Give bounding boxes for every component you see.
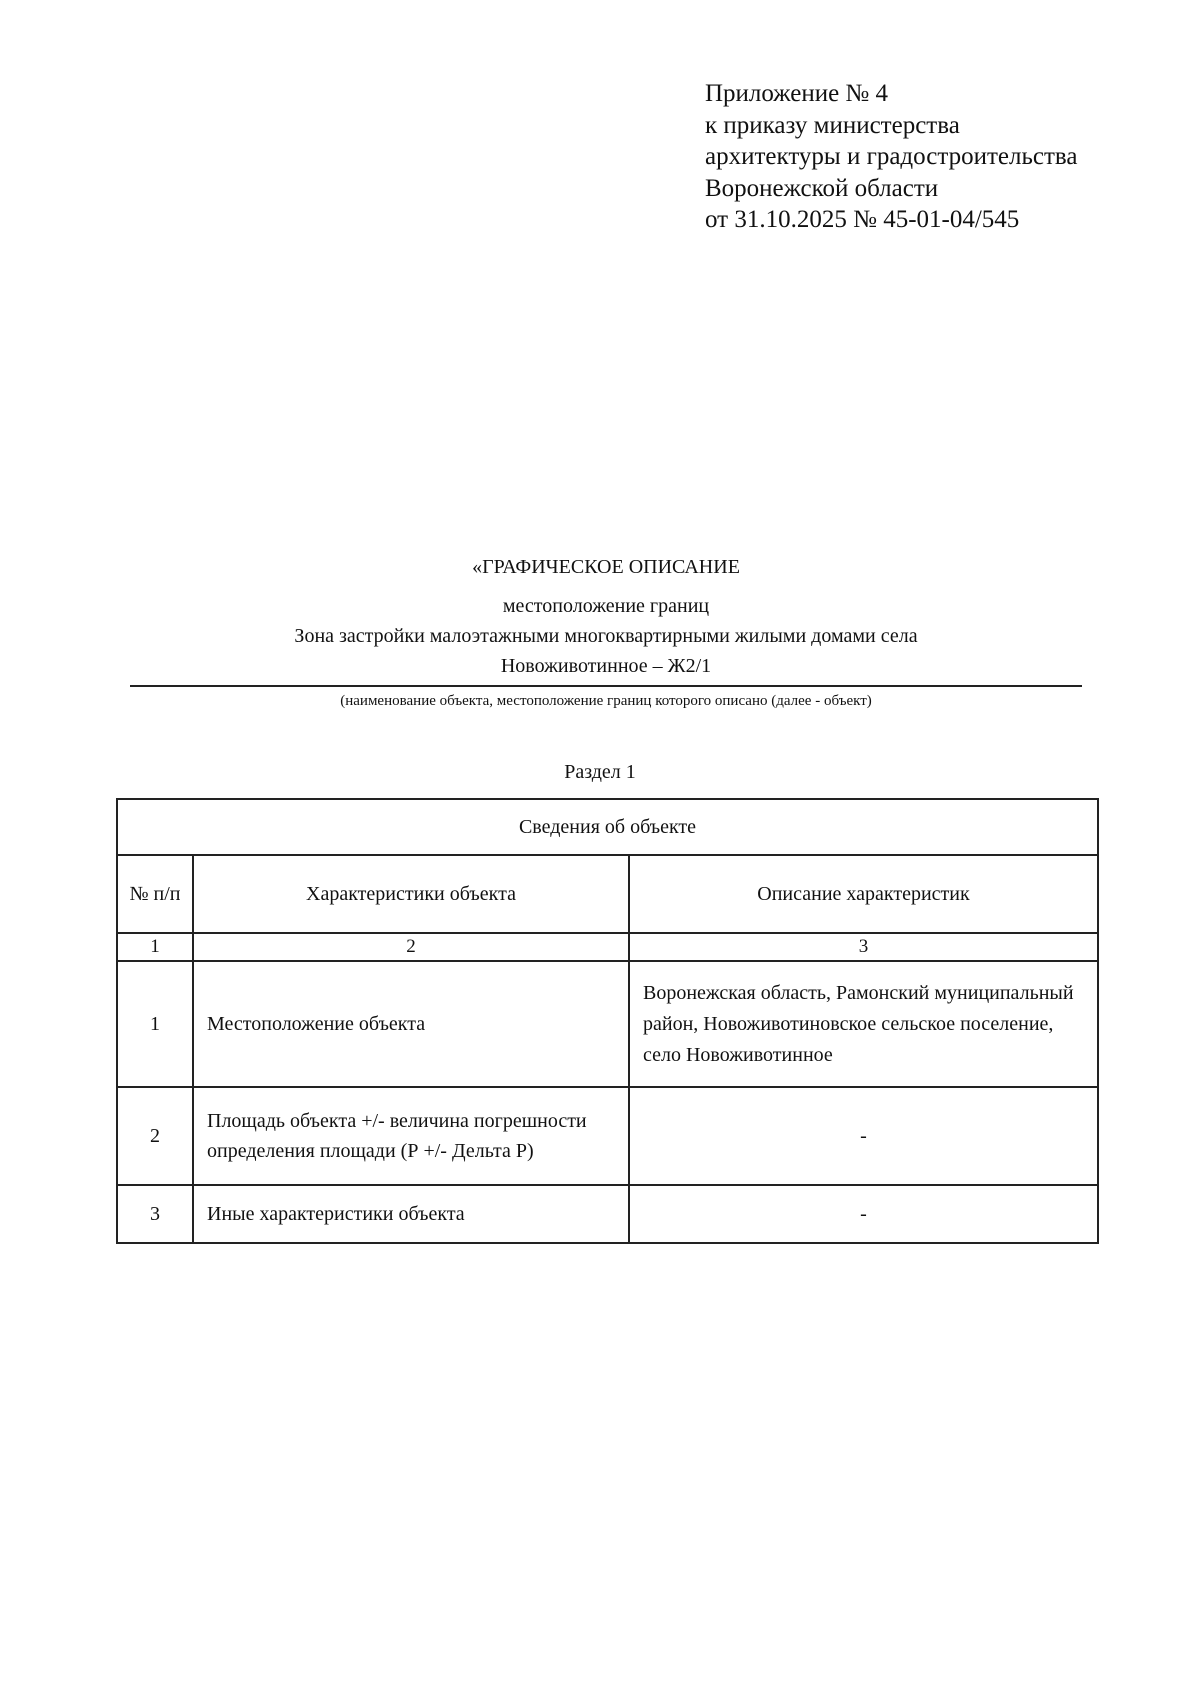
subtitle-line: местоположение границ (502, 595, 710, 617)
row-number: 2 (117, 1087, 193, 1185)
object-caption: (наименование объекта, местоположение границ которого описано (далее - объект) (340, 693, 872, 709)
column-number-row (117, 933, 1098, 961)
header-characteristics: Характеристики объекта (193, 855, 629, 933)
column-number: 2 (193, 933, 629, 961)
column-number: 3 (629, 933, 1098, 961)
appendix-block (705, 78, 1077, 236)
row-number: 1 (117, 961, 193, 1087)
table-title-row (117, 799, 1098, 855)
row-characteristic: Местоположение объекта (193, 961, 629, 1087)
row-characteristic: Иные характеристики объекта (193, 1185, 629, 1243)
header-num: № п/п (117, 855, 193, 933)
appendix-line: Воронежской области (705, 174, 939, 202)
appendix-line: от 31.10.2025 № 45-01-04/545 (705, 206, 1020, 233)
table-row (117, 961, 1098, 1087)
section-label: Раздел 1 (564, 761, 636, 783)
row-description: Воронежская область, Рамонский муниципальный район, Новоживотиновское сельское поселение, село Новоживотинное (629, 961, 1098, 1087)
row-description: - (629, 1185, 1098, 1243)
header-description: Описание характеристик (629, 855, 1098, 933)
row-description: - (629, 1087, 1098, 1185)
object-info-table (116, 798, 1099, 1244)
subtitle-line: Зона застройки малоэтажными многоквартирными жилыми домами села (294, 625, 918, 647)
underline-divider (130, 685, 1082, 687)
document-title: «ГРАФИЧЕСКОЕ ОПИСАНИЕ (472, 556, 740, 578)
table-title: Сведения об объекте (117, 799, 1098, 855)
subtitle-line: Новоживотинное – Ж2/1 (500, 655, 712, 677)
table-row (117, 1087, 1098, 1185)
appendix-line: архитектуры и градостроительства (705, 143, 1078, 170)
document-header (130, 553, 1082, 711)
row-number: 3 (117, 1185, 193, 1243)
column-number: 1 (117, 933, 193, 961)
appendix-line: к приказу министерства (705, 111, 960, 139)
row-characteristic: Площадь объекта +/- величина погрешности определения площади (Р +/- Дельта Р) (193, 1087, 629, 1185)
table-row (117, 1185, 1098, 1243)
table-header-row (117, 855, 1098, 933)
appendix-line: Приложение № 4 (705, 80, 889, 107)
